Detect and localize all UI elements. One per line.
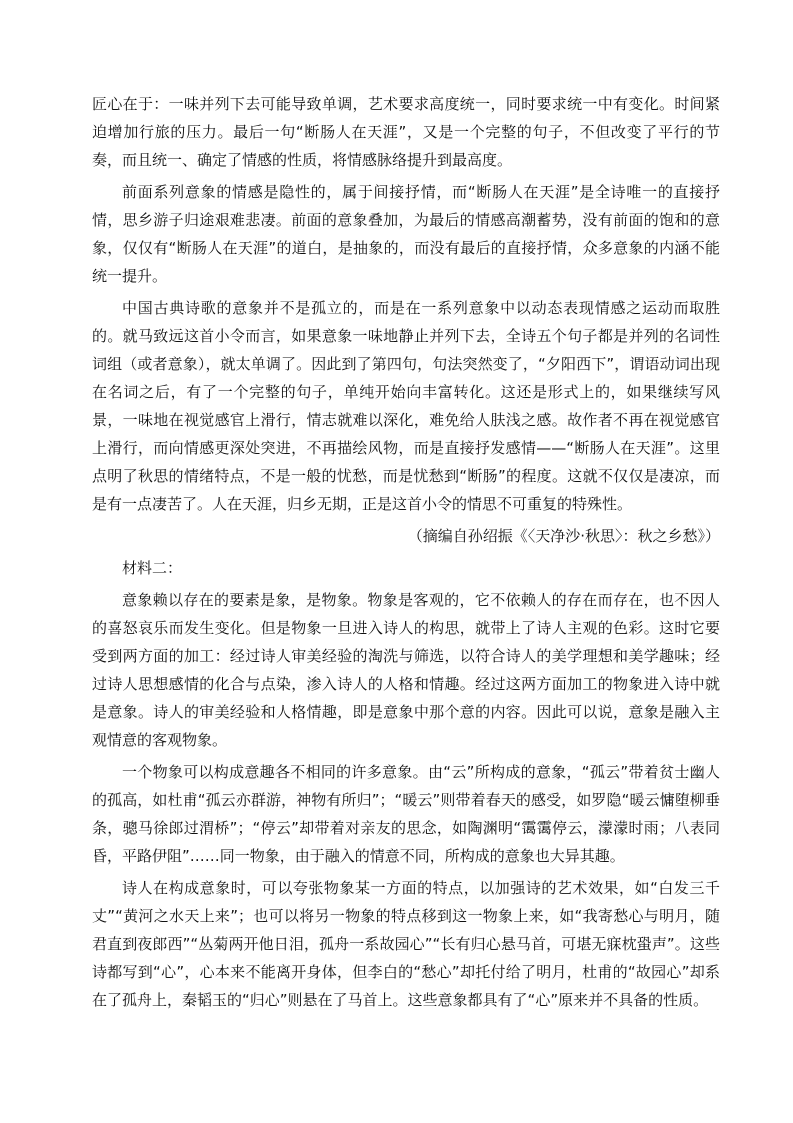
- document-page: [92, 90, 720, 1014]
- paragraph-dynamic-imagery: 中国古典诗歌的意象并不是孤立的，而是在一系列意象中以动态表现情感之运动而取胜的。就马致远这首小令而言，如果意象一味地静止并列下去，全诗五个句子都是并列的名词性词组（或者意象），就太单调了。因此到了第四句，句法突然变了，“夕阳西下”，谓语动词出现在名词之后，有了一个完整的句子，单纯开始向丰富转化。这还是形式上的，如果继续写风景，一味地在视觉感官上滑行，情志就难以深化，难免给人肤浅之感。故作者不再在视觉感官上滑行，而向情感更深处突进，不再描绘风物，而是直接抒发感情——“断肠人在天涯”。这里点明了秋思的情绪特点，不是一般的忧愁，而是忧愁到“断肠”的程度。这就不仅仅是凄凉，而是有一点凄苦了。人在天涯，归乡无期，正是这首小令的情思不可重复的特殊性。: [92, 299, 720, 513]
- paragraph-direct-lyric: 前面系列意象的情感是隐性的，属于间接抒情，而“断肠人在天涯”是全诗唯一的直接抒情，思乡游子归途艰难悲凄。前面的意象叠加，为最后的情感高潮蓄势，没有前面的饱和的意象，仅仅有“断肠人在天涯”的道白，是抽象的，而没有最后的直接抒情，众多意象的内涵不能统一提升。: [92, 183, 720, 285]
- paragraph-object-image: 意象赖以存在的要素是象，是物象。物象是客观的，它不依赖人的存在而存在，也不因人的喜怒哀乐而发生变化。但是物象一旦进入诗人的构思，就带上了诗人主观的色彩。这时它要受到两方面的加工：经过诗人审美经验的淘洗与筛选，以符合诗人的美学理想和美学趣味；经过诗人思想感情的化合与点染，渗入诗人的人格和情趣。经过这两方面加工的物象进入诗中就是意象。诗人的审美经验和人格情趣，即是意象中那个意的内容。因此可以说，意象是融入主观情意的客观物象。: [92, 591, 720, 749]
- source-citation: （摘编自孙绍振《〈天净沙·秋思〉：秋之乡愁》）: [407, 527, 720, 545]
- material-two-label: 材料二：: [122, 559, 183, 577]
- paragraph-heart-examples: 诗人在构成意象时，可以夸张物象某一方面的特点，以加强诗的艺术效果，如“白发三千丈”“黄河之水天上来”；也可以将另一物象的特点移到这一物象上来，如“我寄愁心与明月，随君直到夜郎西”“丛菊两开他日泪，孤舟一系故园心”“长有归心悬马首，可堪无寐枕蛩声”。这些诗都写到“心”，心本来不能离开身体，但李白的“愁心”却托付给了明月，杜甫的“故园心”却系在了孤舟上，秦韬玉的“归心”则悬在了马首上。这些意象都具有了“心”原来并不具备的性质。: [92, 879, 720, 1009]
- paragraph-continuation: 匠心在于：一味并列下去可能导致单调，艺术要求高度统一，同时要求统一中有变化。时间紧迫增加行旅的压力。最后一句“断肠人在天涯”，又是一个完整的句子，不但改变了平行的节奏，而且统一、确定了情感的性质，将情感脉络提升到最高度。: [92, 95, 720, 169]
- paragraph-cloud-examples: 一个物象可以构成意趣各不相同的许多意象。由“云”所构成的意象，“孤云”带着贫士幽人的孤高，如杜甫“孤云亦群游，神物有所归”；“暖云”则带着春天的感受，如罗隐“暖云慵堕柳垂条，骢马徐郎过渭桥”；“停云”却带着对亲友的思念，如陶渊明“霭霭停云，濛濛时雨；八表同昏，平路伊阻”……同一物象，由于融入的情意不同，所构成的意象也大异其趣。: [92, 763, 720, 865]
